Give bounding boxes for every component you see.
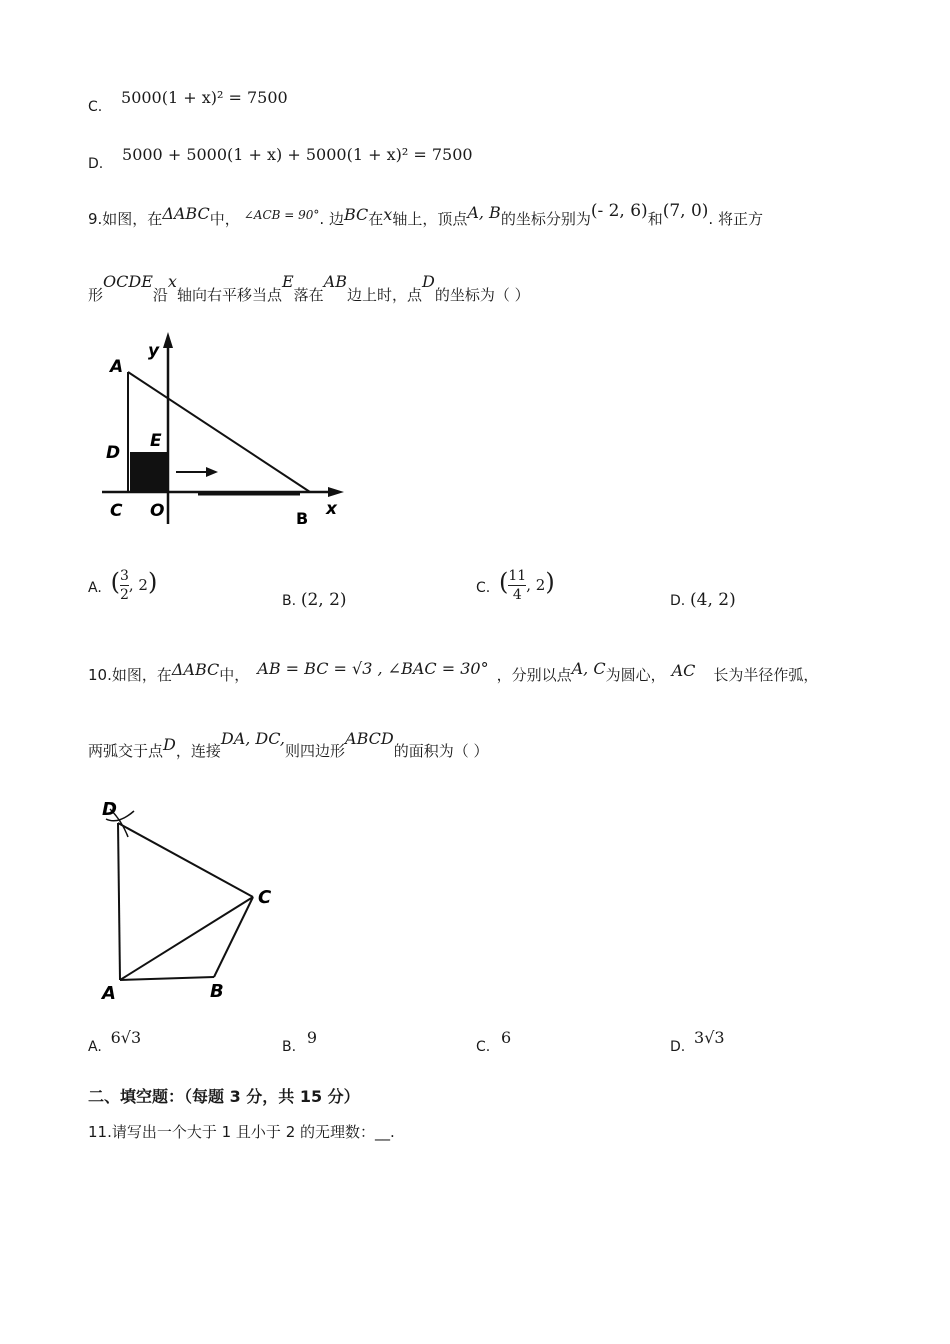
option-label: A. (88, 1039, 102, 1055)
option-label: A. (88, 580, 102, 596)
stem-text: . 将正方 (708, 210, 763, 228)
math: D (163, 735, 176, 754)
stem-text: 沿 (152, 286, 168, 304)
label-x: x (326, 499, 337, 519)
label-y: y (148, 341, 160, 361)
math: AB = BC = √3 , ∠BAC = 30° (257, 659, 489, 678)
option-label: B. (282, 1039, 297, 1055)
math: AB (323, 272, 347, 291)
stem-text: 中， (209, 210, 240, 228)
label-a: A (110, 357, 124, 377)
stem-text: 和 (647, 210, 663, 228)
q9-stem-line1 (88, 201, 763, 229)
left-paren: ( (499, 568, 509, 596)
q8-option-c (88, 88, 288, 115)
math: ABCD (345, 729, 394, 748)
stem-text: 的坐标分别为 (500, 210, 591, 228)
right-paren: ) (147, 568, 158, 596)
numerator: 11 (508, 568, 527, 584)
stem-text: 的坐标为（ ） (434, 286, 530, 304)
answer-value: 3√3 (694, 1028, 725, 1047)
stem-text: ，连接 (175, 742, 221, 760)
q10-option-b (282, 1028, 318, 1055)
answer-value: 6√3 (110, 1028, 142, 1047)
q9-option-d (670, 590, 736, 610)
stem-text: 轴向右平移当点 (176, 286, 282, 304)
math: x (383, 205, 393, 224)
math: A, B (467, 203, 501, 222)
label-a: A (102, 983, 116, 1004)
q10-stem-line1 (88, 659, 819, 685)
answer-value: 9 (306, 1028, 318, 1047)
option-label: D. (88, 156, 104, 172)
option-label: D. (670, 593, 686, 609)
q9-option-a (88, 568, 157, 603)
q10-option-a (88, 1028, 142, 1055)
option-label: C. (476, 580, 491, 596)
math: ΔABC (171, 660, 220, 679)
math: A, C (571, 659, 606, 678)
math: (7, 0) (662, 201, 709, 221)
coordinate: (2, 2) (300, 590, 347, 610)
option-label: C. (476, 1039, 491, 1055)
stem-text: 边上时，点 (346, 286, 422, 304)
stem-text: 10.如图，在 (88, 666, 172, 684)
label-e: E (150, 431, 162, 451)
q9-figure (100, 330, 350, 530)
q10-option-d (670, 1028, 725, 1055)
translation-arrowhead (206, 467, 218, 477)
section-heading: 二、填空题：（每题 3 分，共 15 分） (88, 1087, 360, 1106)
math: (- 2, 6) (590, 201, 648, 221)
y-value: , 2 (128, 576, 148, 594)
label-b: B (210, 981, 224, 1002)
denominator: 4 (512, 587, 522, 603)
stem-text: 形 (88, 286, 104, 304)
math: OCDE (103, 272, 153, 291)
math: E (281, 272, 294, 291)
coordinate (110, 568, 158, 603)
q10-option-c (476, 1028, 512, 1055)
q10-stem-line2 (88, 729, 489, 761)
math: D (421, 272, 435, 291)
coordinate: (4, 2) (690, 590, 736, 610)
stem-text: 的面积为（ ） (393, 742, 489, 760)
coordinate (499, 568, 555, 603)
equation: 5000(1 + x)² = 7500 (121, 88, 288, 107)
fraction (120, 568, 129, 603)
stem-text: 轴上，顶点 (392, 210, 468, 228)
q11-stem: 11.请写出一个大于 1 且小于 2 的无理数：__. (88, 1123, 395, 1141)
y-value: , 2 (526, 576, 546, 594)
label-o: O (150, 501, 165, 521)
math: x (167, 272, 177, 291)
right-paren: ) (545, 568, 555, 596)
stem-text: 两弧交于点 (88, 742, 164, 760)
stem-text: 长为半径作弧， (713, 666, 819, 684)
stem-text: 9.如图，在 (88, 210, 163, 228)
math: DA, DC, (220, 729, 285, 748)
label-c: C (258, 887, 272, 908)
x-axis-arrow (328, 487, 344, 497)
denominator: 2 (119, 587, 129, 603)
math: ΔABC (162, 204, 210, 223)
option-label: D. (670, 1039, 686, 1055)
math: ∠ACB = 90° (243, 208, 320, 222)
y-axis-arrow (163, 332, 173, 348)
equation: 5000 + 5000(1 + x) + 5000(1 + x)² = 7500 (122, 145, 473, 164)
stem-text: . 边 (319, 210, 344, 228)
stem-text: 则四边形 (285, 742, 346, 760)
square-ocde (130, 452, 168, 492)
stem-text: 在 (368, 210, 384, 228)
left-paren: ( (110, 568, 120, 596)
q9-stem-line2 (88, 272, 530, 305)
stem-text: 为圆心， (605, 666, 666, 684)
option-label: C. (88, 99, 103, 115)
q8-option-d (88, 145, 473, 172)
q9-option-b (282, 590, 347, 610)
label-d: D (106, 443, 121, 463)
stem-text: 中， (219, 666, 250, 684)
numerator: 3 (119, 568, 129, 584)
side-da (118, 823, 120, 980)
label-c: C (110, 501, 123, 521)
stem-text: ，分别以点 (496, 666, 572, 684)
stem-text: 落在 (293, 286, 324, 304)
label-d: D (102, 799, 117, 820)
answer-value: 6 (501, 1028, 512, 1047)
math: AC (671, 661, 696, 680)
q9-option-c (476, 568, 555, 603)
side-ab (120, 977, 214, 980)
side-dc (118, 823, 253, 897)
q10-figure (98, 795, 288, 1005)
label-b: B (296, 509, 309, 528)
math: BC (343, 205, 369, 224)
option-label: B. (282, 593, 297, 609)
fraction (508, 568, 526, 603)
